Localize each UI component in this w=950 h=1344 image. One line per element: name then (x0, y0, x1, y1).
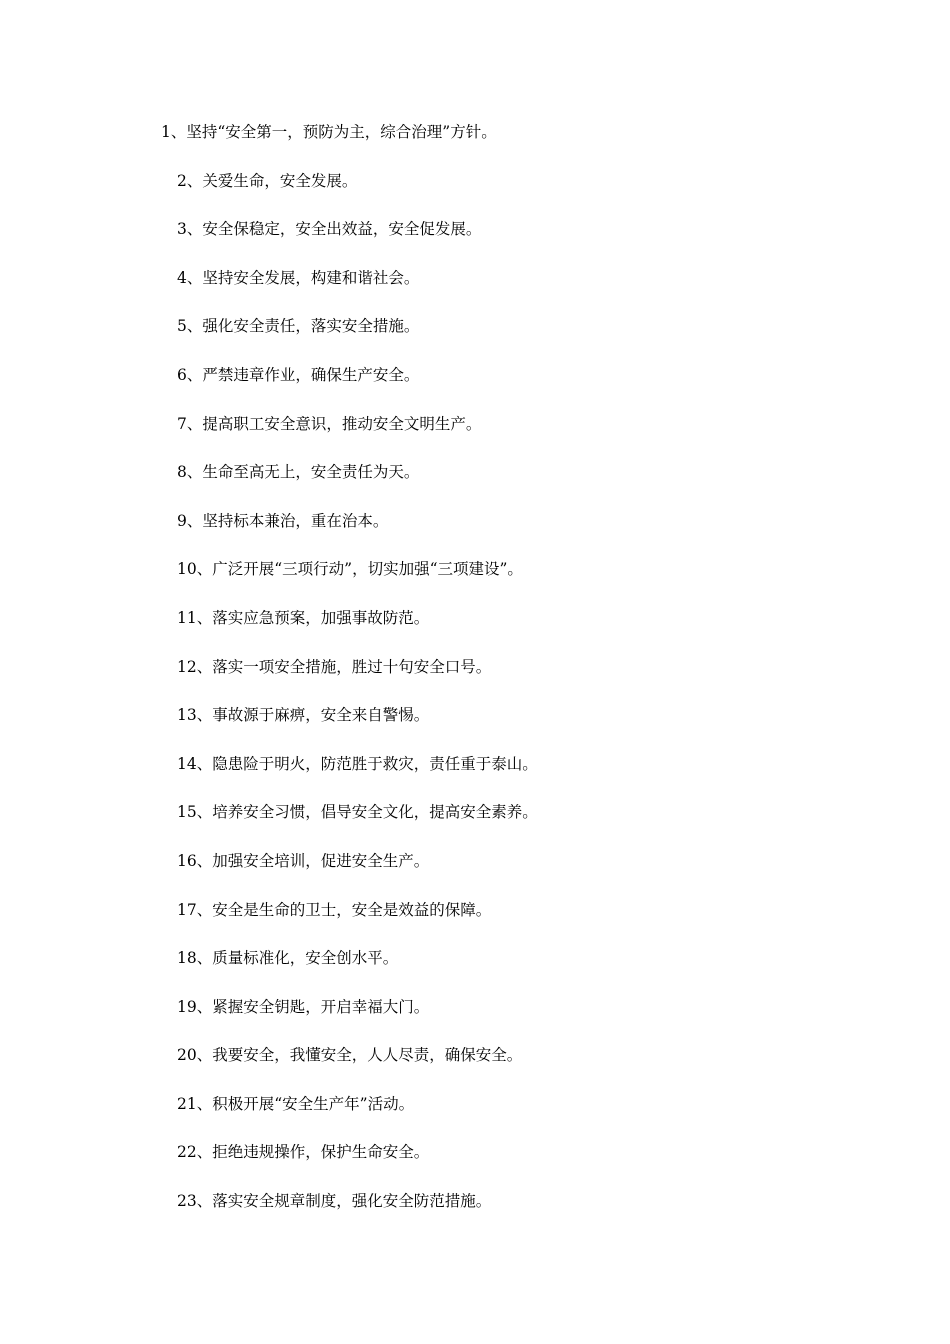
list-item: 1、坚持“安全第一，预防为主，综合治理”方针。 (161, 123, 497, 141)
list-item: 10、广泛开展“三项行动”，切实加强“三项建设”。 (177, 560, 523, 579)
list-item: 12、落实一项安全措施，胜过十句安全口号。 (177, 657, 492, 676)
list-item: 7、提高职工安全意识，推动安全文明生产。 (177, 414, 482, 433)
list-item: 6、严禁违章作业，确保生产安全。 (177, 365, 420, 384)
list-item: 20、我要安全，我懂安全，人人尽责，确保安全。 (177, 1046, 523, 1065)
list-item: 4、坚持安全发展，构建和谐社会。 (177, 268, 420, 287)
list-item: 21、积极开展“安全生产年”活动。 (177, 1094, 415, 1113)
list-item: 14、隐患险于明火，防范胜于救灾，责任重于泰山。 (177, 754, 538, 773)
list-item: 3、安全保稳定，安全出效益，安全促发展。 (177, 220, 482, 239)
slogan-list (0, 118, 950, 1236)
list-item: 19、紧握安全钥匙，开启幸福大门。 (177, 997, 430, 1016)
list-item: 2、关爱生命，安全发展。 (177, 171, 358, 190)
list-item: 16、加强安全培训，促进安全生产。 (177, 851, 430, 870)
list-item: 8、生命至高无上，安全责任为天。 (177, 463, 420, 482)
list-item: 5、强化安全责任，落实安全措施。 (177, 317, 420, 336)
list-item: 13、事故源于麻痹，安全来自警惕。 (177, 706, 430, 725)
list-item: 15、培养安全习惯，倡导安全文化，提高安全素养。 (177, 803, 538, 822)
list-item: 11、落实应急预案，加强事故防范。 (177, 608, 430, 627)
list-item: 17、安全是生命的卫士，安全是效益的保障。 (177, 900, 492, 919)
list-item: 9、坚持标本兼治，重在治本。 (177, 511, 389, 530)
list-item: 22、拒绝违规操作，保护生命安全。 (177, 1143, 430, 1162)
list-item: 18、质量标准化，安全创水平。 (177, 949, 399, 968)
list-item: 23、落实安全规章制度，强化安全防范措施。 (177, 1192, 492, 1211)
